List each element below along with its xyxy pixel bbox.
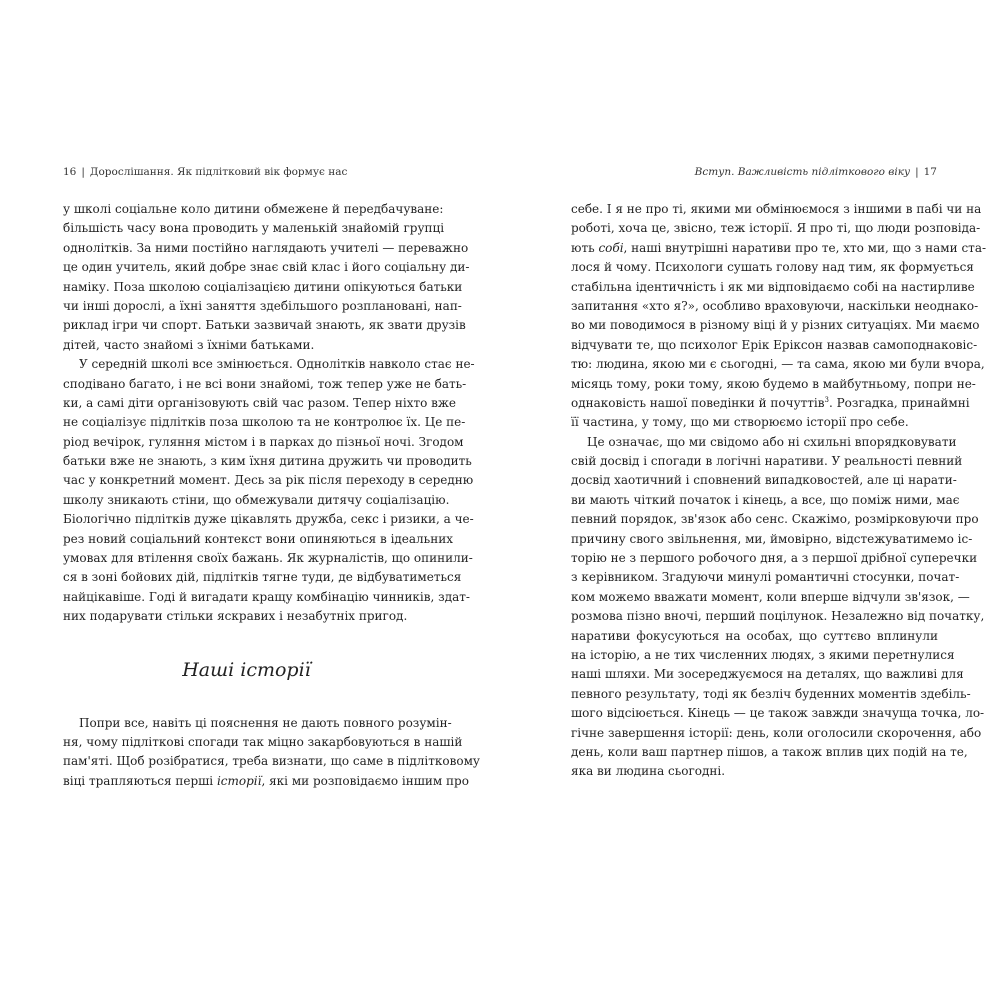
text-line: Це означає, що ми свідомо або ні схильні впорядковувати: [587, 434, 957, 449]
text-line: стабільна ідентичність і як ми відповідаємо собі на настирливе: [571, 279, 975, 294]
text-line: них подарувати стільки яскравих і незабутніх пригод.: [63, 609, 408, 624]
text-line: на історію, а не тих численних людях, з якими перетнулися: [571, 647, 955, 662]
text-line: Попри все, навіть ці пояснення не дають повного розумін-: [79, 715, 452, 730]
text-line: рез новий соціальний контекст вони опиняються в ідеальних: [63, 531, 453, 546]
text-line: ріод вечірок, гуляння містом і в парках до пізньої ночі. Згодом: [63, 434, 464, 449]
text-line: тю: людина, якою ми є сьогодні, — та сама, якою ми були вчора,: [571, 357, 985, 372]
left-paragraph-1: [63, 200, 470, 355]
text-line: яка ви людина сьогодні.: [571, 764, 726, 779]
left-paragraph-2: [63, 355, 475, 626]
left-paragraph-3: [63, 714, 480, 792]
text-line: дітей, часто знайомі з їхніми батьками.: [63, 337, 315, 352]
text-line: [571, 239, 987, 258]
right-page-number: 17: [923, 166, 937, 178]
text-line: пам'яті. Щоб розібратися, треба визнати, що саме в підлітковому: [63, 754, 480, 769]
italic-emphasis: історії: [216, 773, 262, 788]
right-text-block: [571, 200, 987, 782]
text-run: віці трапляються перші: [63, 773, 217, 788]
italic-emphasis: собі: [598, 240, 624, 255]
text-line: найцікавіше. Годі й вигадати кращу комбінацію чинників, здат-: [63, 589, 470, 604]
right-paragraph-2: [571, 433, 985, 782]
text-line: певного результату, тоді як безліч буденних моментів здебіль-: [571, 686, 971, 701]
text-line: умовах для втілення своїх бажань. Як журналістів, що опинили-: [63, 551, 473, 566]
right-running-head: [695, 165, 937, 179]
text-line: ки, а самі діти організовують свій час разом. Тепер ніхто вже: [63, 395, 457, 410]
text-line: певний порядок, зв'язок або сенс. Скажімо, розмірковуючи про: [571, 512, 979, 527]
right-page: [500, 0, 1000, 1000]
text-line: однолітків. За ними постійно наглядають учителі — переважно: [63, 240, 469, 255]
text-run: . Розгадка, принаймні: [828, 395, 970, 410]
text-line: наші шляхи. Ми зосереджуємося на деталях, що важливі для: [571, 667, 964, 682]
text-line: [63, 772, 469, 791]
text-line: не соціалізує підлітків поза школою та не контролює їх. Це пе-: [63, 415, 466, 430]
text-line: себе. І я не про ті, якими ми обмінюємося з іншими в пабі чи на: [571, 202, 982, 216]
text-line: [571, 394, 970, 413]
text-line: роботі, хоча це, звісно, теж історії. Я про ті, що люди розповіда-: [571, 221, 981, 236]
left-book-title: Дорослішання. Як підлітковий вік формує нас: [89, 166, 348, 178]
text-line: У середній школі все змінюється. Однолітків навколо стає не-: [79, 357, 475, 372]
text-line: Біологічно підлітків дуже цікавлять дружба, секс і ризики, а че-: [63, 512, 474, 527]
text-line: з керівником. Згадуючи минулі романтичні стосунки, почат-: [571, 570, 960, 585]
text-line: ня, чому підліткові спогади так міцно закарбовуються в нашій: [63, 734, 463, 749]
text-line: чи інші дорослі, а їхні заняття здебільшого розплановані, нап-: [63, 298, 462, 313]
text-line: запитання «хто я?», особливо враховуючи, наскільки неоднако-: [571, 298, 979, 313]
left-running-head: [63, 165, 347, 179]
text-line: відчувати те, що психолог Ерік Еріксон назвав самоподнаковіс-: [571, 337, 978, 352]
text-run: однаковість нашої поведінки й почуттів: [571, 395, 825, 410]
section-heading: Наші історії: [182, 658, 311, 681]
text-line: риклад ігри чи спорт. Батьки зазвичай знають, як звати друзів: [63, 318, 466, 333]
text-run: ють: [571, 240, 599, 255]
text-line: це один учитель, який добре знає свій клас і його соціальну ди-: [63, 260, 470, 275]
text-line: день, коли ваш партнер пішов, а також вплив цих подій на те,: [571, 744, 968, 759]
text-line: ся в зоні бойових дій, підлітків тягне туди, де відбуватиметься: [63, 570, 462, 585]
text-line: во ми поводимося в різному віці й у різних ситуаціях. Ми маємо: [571, 318, 980, 333]
text-line: лося й чому. Психологи сушать голову над тим, як формується: [571, 260, 974, 275]
text-line: свій досвід і спогади в логічні наративи. У реальності певний: [571, 454, 963, 469]
text-line: причину свого звільнення, ми, ймовірно, відстежуватимемо іс-: [571, 531, 973, 546]
text-line: шого відсіюється. Кінець — це також завжди значуща точка, ло-: [571, 706, 985, 721]
text-line: батьки вже не знають, з ким їхня дитина дружить чи проводить: [63, 454, 472, 469]
left-page-number: 16: [63, 166, 77, 178]
footnote-marker: 3: [824, 395, 829, 404]
right-header-separator: |: [915, 166, 919, 178]
text-line: більшість часу вона проводить у маленькій знайомій групці: [63, 221, 445, 236]
text-line: час у конкретний момент. Десь за рік після переходу в середню: [63, 473, 474, 488]
text-line: розмова пізно вночі, перший поцілунок. Незалежно від початку,: [571, 609, 985, 624]
text-line: наративи фокусуються на особах, що суттєво вплинули: [571, 628, 938, 643]
right-running-title: Вступ. Важливість підліткового віку: [694, 166, 911, 178]
text-line: її частина, у тому, що ми створюємо історії про себе.: [571, 415, 909, 430]
text-line: у школі соціальне коло дитини обмежене й передбачуване:: [63, 202, 444, 216]
text-line: ком можемо вважати момент, коли вперше відчули зв'язок, —: [571, 589, 970, 604]
text-line: торію не з першого робочого дня, а з першої дрібної суперечки: [571, 551, 978, 566]
left-text-block: [63, 200, 480, 791]
text-run: , які ми розповідаємо іншим про: [261, 773, 469, 788]
text-line: місяць тому, роки тому, якою будемо в майбутньому, попри не-: [571, 376, 976, 391]
text-line: ви мають чіткий початок і кінець, а все, що поміж ними, має: [571, 492, 960, 507]
left-header-separator: |: [81, 166, 85, 178]
text-line: гічне завершення історії: день, коли оголосили скорочення, або: [571, 725, 982, 740]
text-run: , наші внутрішні наративи про те, хто ми, що з нами ста-: [623, 240, 987, 255]
text-line: сподівано багато, і не всі вони знайомі, тож тепер уже не бать-: [63, 376, 467, 391]
text-line: досвід хаотичний і сповнений випадковостей, але ці нарати-: [571, 473, 957, 488]
right-paragraph-1: [571, 200, 987, 433]
text-line: школу зникають стіни, що обмежували дитячу соціалізацію.: [63, 492, 450, 507]
text-line: наміку. Поза школою соціалізацією дитини опікуються батьки: [63, 279, 463, 294]
